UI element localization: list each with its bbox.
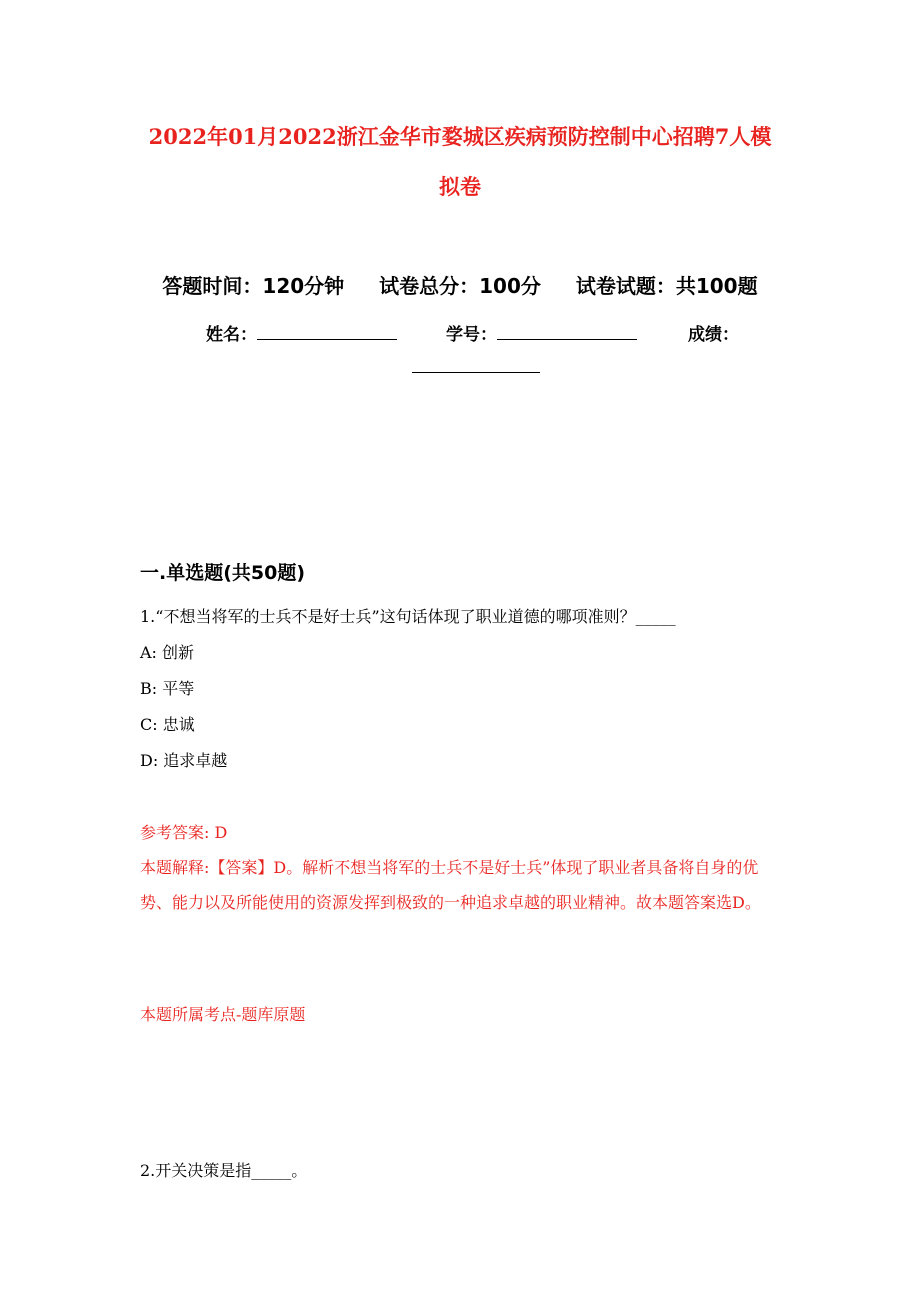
- section-heading: 一.单选题(共50题): [140, 562, 306, 584]
- name-label: 姓名：: [206, 325, 257, 345]
- student-id-label: 学号：: [446, 325, 497, 345]
- student-id-blank[interactable]: [497, 325, 637, 340]
- student-id-field: [446, 320, 637, 345]
- question-1-option-b: B: 平等: [140, 679, 195, 698]
- exam-title-line-2: 拟卷: [439, 174, 481, 199]
- question-1-option-a: A: 创新: [140, 643, 195, 662]
- exam-title-line-1: 2022年01月2022浙江金华市婺城区疾病预防控制中心招聘7人模: [148, 124, 772, 149]
- question-1-option-d: D: 追求卓越: [140, 751, 228, 770]
- exam-meta: [0, 270, 920, 299]
- question-1-topic: 本题所属考点-题库原题: [140, 1005, 306, 1024]
- question-1-option-c: C: 忠诚: [140, 715, 195, 734]
- question-1-text: 1.“不想当将军的士兵不是好士兵”这句话体现了职业道德的哪项准则？_____: [140, 607, 676, 626]
- exam-question-count: 试卷试题：共100题: [575, 274, 758, 298]
- name-blank[interactable]: [257, 325, 397, 340]
- score-field: [688, 320, 739, 345]
- question-1-explanation: 本题解释:【答案】D。解析不想当将军的士兵不是好士兵”体现了职业者具备将自身的优势、能力以及所能使用的资源发挥到极致的一种追求卓越的职业精神。故本题答案选D。: [140, 858, 761, 912]
- score-blank[interactable]: [412, 372, 540, 373]
- exam-time: 答题时间：120分钟: [162, 274, 345, 298]
- name-field: [206, 320, 397, 345]
- exam-total-score: 试卷总分：100分: [379, 274, 541, 298]
- score-label: 成绩：: [688, 325, 739, 345]
- question-1-answer: 参考答案: D: [140, 823, 228, 842]
- question-2-text: 2.开关决策是指_____。: [140, 1161, 308, 1180]
